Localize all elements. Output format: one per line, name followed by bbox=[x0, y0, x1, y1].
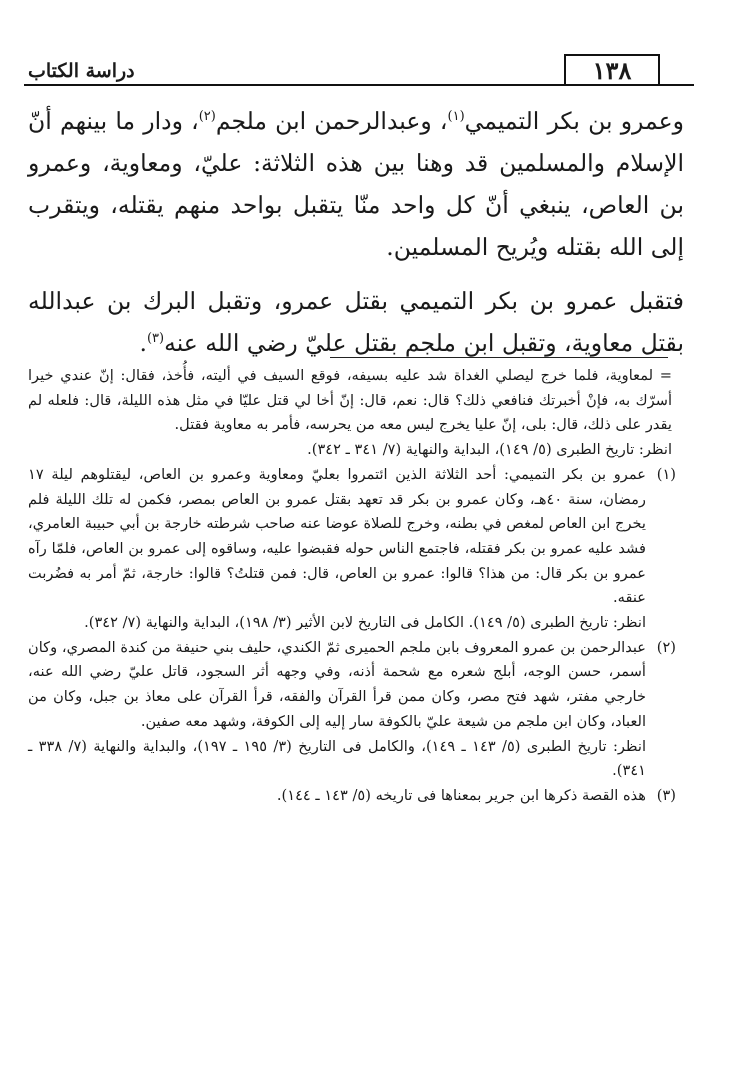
page-header bbox=[24, 50, 694, 84]
footnote-marker: (١) bbox=[656, 465, 676, 483]
main-text bbox=[28, 100, 684, 376]
footnotes bbox=[28, 364, 676, 809]
footnote-item bbox=[28, 463, 676, 636]
footnote-reference-line: انظر: تاريخ الطبرى (٥/ ١٤٣ ـ ١٤٩)، والكامل فى التاريخ (٣/ ١٩٥ ـ ١٩٧)، والبداية والنهاية (٧/ ٣٣٨ ـ ٣٤١). bbox=[28, 737, 647, 780]
footnote-text: عمرو بن بكر التميمي: أحد الثلاثة الذين ائتمروا بعليّ ومعاوية وعمرو بن العاص، ليقتلوهم ليلة ١٧ رمضان، سنة ٤٠هـ، وكان عمرو بن بكر قد تعهد بقتل عمرو بن العاص بمصر، فكمن له تلك الليلة فلم يخرج ابن العاص لمغص في بطنه، وخرج للصلاة عوضا عنه صاحب شرطته خارجة بن أبي حبيبة العامري، فشد عليه عمرو بن بكر فقتله، فاجتمع الناس حوله فقبضوا عليه، وساقوه إلى عمرو بن العاص، فلمّا رآه عمرو بن بكر قال: من هذا؟ قالوا: عمرو بن العاص، قال: فمن قتلتُ؟ قالوا: خارجة، ثمّ أمر به فضُربت عنقه. bbox=[28, 465, 646, 607]
paragraph-text: ، ودار ما بينهم أنّ الإسلام والمسلمين قد وهنا بين هذه الثلاثة: عليّ، ومعاوية، وعمرو بن العاص، ينبغي أنّ كل واحد منّا يتقبل بواحد منهم يقتله، ويتقرب إلى الله بقتله ويُريح المسلمين. bbox=[28, 107, 684, 261]
footnote-marker: (٢) bbox=[656, 638, 676, 656]
footnote-reference-line: انظر: تاريخ الطبرى (٥/ ١٤٩)، البداية والنهاية (٧/ ٣٤١ ـ ٣٤٢). bbox=[307, 441, 672, 459]
footnote-text: هذه القصة ذكرها ابن جرير بمعناها فى تاريخه (٥/ ١٤٣ ـ ١٤٤). bbox=[276, 786, 646, 804]
body-paragraph bbox=[28, 100, 684, 268]
body-paragraph bbox=[28, 280, 684, 364]
paragraph-text: ، وعبدالرحمن ابن ملجم bbox=[215, 107, 448, 135]
footnote-continuation: = لمعاوية، فلما خرج ليصلي الغداة شد عليه بسيفه، فوقع السيف في أليته، فأُخذ، فقال: إنّ عندي خيرا أسرّك به، فإنْ أخبرتك فنافعي ذلك؟ قال: نعم، قال: إنّ أخا لي قتل عليّا في مثل هذه الليلة، قال: فلعله لم يقدر على ذلك، قال: بلى، إنّ عليا يخرج ليس معه من يحرسه، فأمر به معاوية فقتل. bbox=[28, 367, 672, 434]
paragraph-end: . bbox=[139, 329, 147, 357]
footnote-text: عبدالرحمن بن عمرو المعروف بابن ملجم الحميرى ثمّ الكندي، حليف بني حنيفة من كندة المصري، وكان أسمر، حسن الوجه، أبلج شعره مع شحمة أذنه، وفي وجهه أثر السجود، قاتل عليّ رضي الله عنه، خارجي مفتر، شهد فتح مصر، وكان ممن قرأ القرآن والفقه، قرأ القرآن على معاذ بن جبل، وكان من العباد، وكان ابن ملجم من شيعة عليّ بالكوفة سار إليه إلى الكوفة، وشهد معه صفين. bbox=[28, 638, 646, 730]
footnote-reference: (٣) bbox=[146, 331, 165, 346]
paragraph-text: فتقبل عمرو بن بكر التميمي بقتل عمرو، وتقبل البرك بن عبدالله بقتل معاوية، وتقبل ابن ملجم بقتل عليّ رضي الله عنه bbox=[28, 287, 684, 357]
running-title: دراسة الكتاب bbox=[28, 60, 135, 82]
paragraph-text: وعمرو بن بكر التميمي bbox=[464, 107, 684, 135]
page-number: ١٣٨ bbox=[564, 54, 660, 86]
footnote-reference: (٢) bbox=[198, 109, 216, 124]
footnote-marker: (٣) bbox=[656, 786, 676, 804]
footnote-reference: (١) bbox=[447, 109, 465, 124]
footnote-separator bbox=[330, 357, 668, 358]
footnote-item bbox=[28, 636, 676, 784]
footnote-item bbox=[28, 784, 676, 809]
header-rule bbox=[24, 84, 694, 86]
footnote-reference-line: انظر: تاريخ الطبرى (٥/ ١٤٩). الكامل فى التاريخ لابن الأثير (٣/ ١٩٨)، البداية والنهاية (٧/ ٣٤٢). bbox=[84, 614, 646, 632]
